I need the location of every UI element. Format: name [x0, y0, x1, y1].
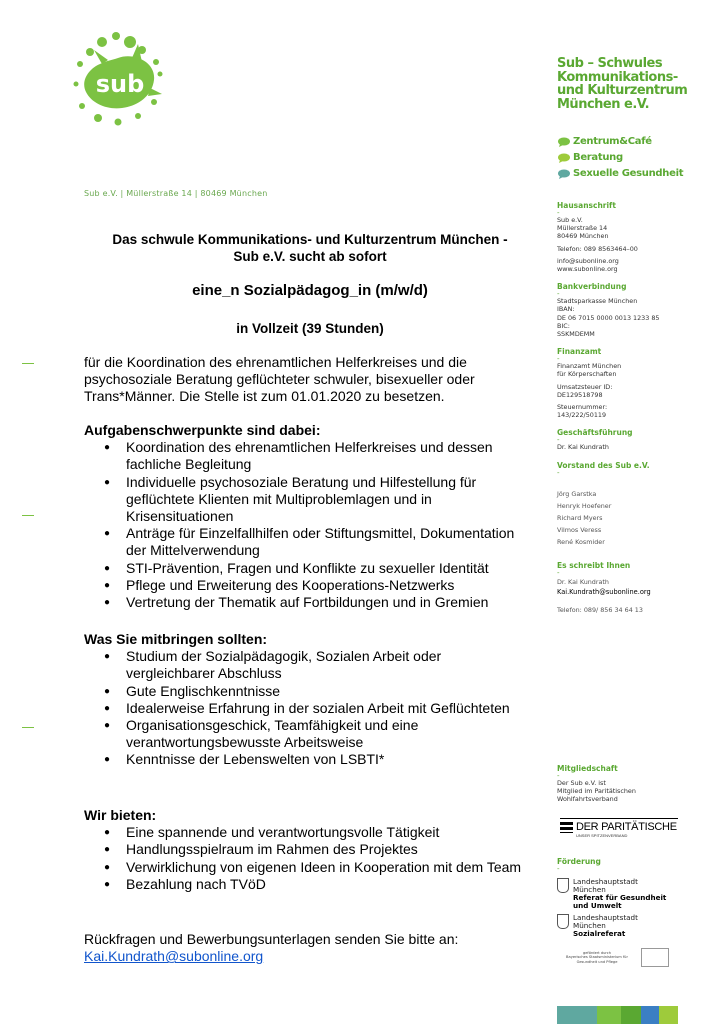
speech-bubble-icon	[557, 169, 571, 179]
list-item: ● Vertretung der Thematik auf Fortbildungen und in Gremien	[84, 594, 524, 611]
list-item: ● Handlungsspielraum im Rahmen des Projektes	[84, 841, 524, 858]
sidebar-details: Hausanschrift - Sub e.V. Müllerstraße 14 80469 München Telefon: 089 8563464–00 info@subonline.org www.subonline.org Bankverbindung - Stadtsparkasse München IBAN: DE 06 7015 0000 0013 1233 85 BIC: SSKMDEMM Finanzamt - Finanzamt München für Körperschaften Umsatzsteuer ID: DE129518798 Steuernummer: 143/222/50119 Geschäftsführung - Dr. Kai Kundrath Vorstand des Sub e.V. - Jörg Garstka Henryk Hoefener Richard Myers Vilmos Veress René Kosmider Es schreibt Ihnen - Dr. Kai Kundrath Kai.Kundrath@subonline.org Telefon: 089/ 856 34 64 13	[557, 192, 717, 616]
fold-mark	[22, 727, 34, 728]
tax-heading: Finanzamt	[557, 347, 602, 357]
state-ministry-logo: gefördert durch Bayerisches Staatsministerium für Gesundheit und Pflege	[557, 948, 717, 967]
funding-block: Förderung - Landeshauptstadt München Referat für Gesundheit und Umwelt Landeshauptstadt München Sozialreferat gefördert durch Bayerisches Staatsministerium für Gesundheit und Pflege	[557, 857, 717, 967]
speech-bubble-icon	[557, 137, 571, 147]
list-item: ● Eine spannende und verantwortungsvolle Tätigkeit	[84, 824, 524, 841]
email-link[interactable]: Kai.Kundrath@subonline.org	[84, 948, 264, 965]
sidebar-org-name: Sub – Schwules Kommunikations- und Kulturzentrum München e.V.	[557, 56, 688, 112]
color-stripe	[659, 1006, 678, 1024]
list-item: ● Pflege und Erweiterung des Kooperations-Netzwerks	[84, 577, 524, 594]
sender-line: Sub e.V. | Müllerstraße 14 | 80469 München	[84, 189, 268, 198]
bavarian-coat-icon	[641, 948, 669, 967]
sidebar-departments: Zentrum&Café Beratung Sexuelle Gesundheit	[557, 136, 717, 184]
board-heading: Vorstand des Sub e.V.	[557, 460, 650, 470]
list-item: ● Idealerweise Erfahrung in der sozialen Arbeit mit Geflüchteten	[84, 700, 524, 717]
list-item: ● Kenntnisse der Lebenswelten von LSBTI*	[84, 751, 524, 768]
color-stripe	[597, 1006, 621, 1024]
tasks-heading: Aufgabenschwerpunkte sind dabei:	[84, 422, 321, 438]
position-title: eine_n Sozialpädagog_in (m/w/d)	[192, 282, 428, 299]
list-item: ● Anträge für Einzelfallhilfen oder Stiftungsmittel, Dokumentation der Mittelverwendung	[84, 525, 524, 559]
paritaet-icon	[560, 822, 573, 833]
closing-text: Rückfragen und Bewerbungsunterlagen senden Sie bitte an:	[84, 931, 459, 947]
membership-block: Mitgliedschaft - Der Sub e.V. ist Mitglied im Paritätischen Wohlfahrtsverband	[557, 764, 636, 804]
offer-section	[84, 807, 524, 893]
sub-logo	[72, 28, 164, 128]
heading-org: Das schwule Kommunikations- und Kulturzentrum München - Sub e.V. sucht ab sofort	[112, 232, 508, 264]
list-item: ● STI-Prävention, Fragen und Konflikte zu sexueller Identität	[84, 560, 524, 577]
list-item: ● Verwirklichung von eigenen Ideen in Kooperation mit dem Team	[84, 859, 524, 876]
requirements-heading: Was Sie mitbringen sollten:	[84, 631, 268, 647]
fold-mark	[22, 515, 34, 516]
paritaet-logo: DER PARITÄTISCHE UNSER SPITZENVERBAND	[560, 818, 678, 843]
list-item: ● Gute Englischkenntnisse	[84, 683, 524, 700]
speech-bubble-icon	[557, 153, 571, 163]
closing	[84, 931, 524, 965]
fold-mark	[22, 363, 34, 364]
munich-crest-icon	[557, 878, 569, 893]
offer-heading: Wir bieten:	[84, 807, 157, 823]
list-item: ● Koordination des ehrenamtlichen Helferkreises und dessen fachliche Begleitung	[84, 439, 524, 473]
list-item: ● Organisationsgeschick, Teamfähigkeit und eine verantwortungsbewusste Arbeitsweise	[84, 717, 524, 751]
color-stripe	[641, 1006, 659, 1024]
writer-heading: Es schreibt Ihnen	[557, 560, 631, 570]
list-item: ● Individuelle psychosoziale Beratung und Hilfestellung für geflüchtete Klienten mit Multiproblemlagen und in Krisensituationen	[84, 474, 524, 526]
tasks-section	[84, 422, 524, 611]
color-stripe	[621, 1006, 641, 1024]
bank-heading: Bankverbindung	[557, 282, 627, 292]
list-item: ● Bezahlung nach TVöD	[84, 876, 524, 893]
address-heading: Hausanschrift	[557, 201, 616, 210]
intro-text: für die Koordination des ehrenamtlichen Helferkreises und die psychosoziale Beratung geflüchteter schwuler, bisexueller oder Trans*Männer. Die Stelle ist zum 01.01.2020 zu besetzen.	[84, 354, 475, 405]
munich-crest-icon	[557, 914, 569, 929]
color-stripe	[557, 1006, 597, 1024]
hours-line: in Vollzeit (39 Stunden)	[236, 321, 384, 336]
list-item: ● Studium der Sozialpädagogik, Sozialen Arbeit oder vergleichbarer Abschluss	[84, 648, 524, 682]
requirements-section	[84, 631, 524, 769]
logo-text: sub	[95, 70, 145, 98]
management-heading: Geschäftsführung	[557, 428, 633, 438]
